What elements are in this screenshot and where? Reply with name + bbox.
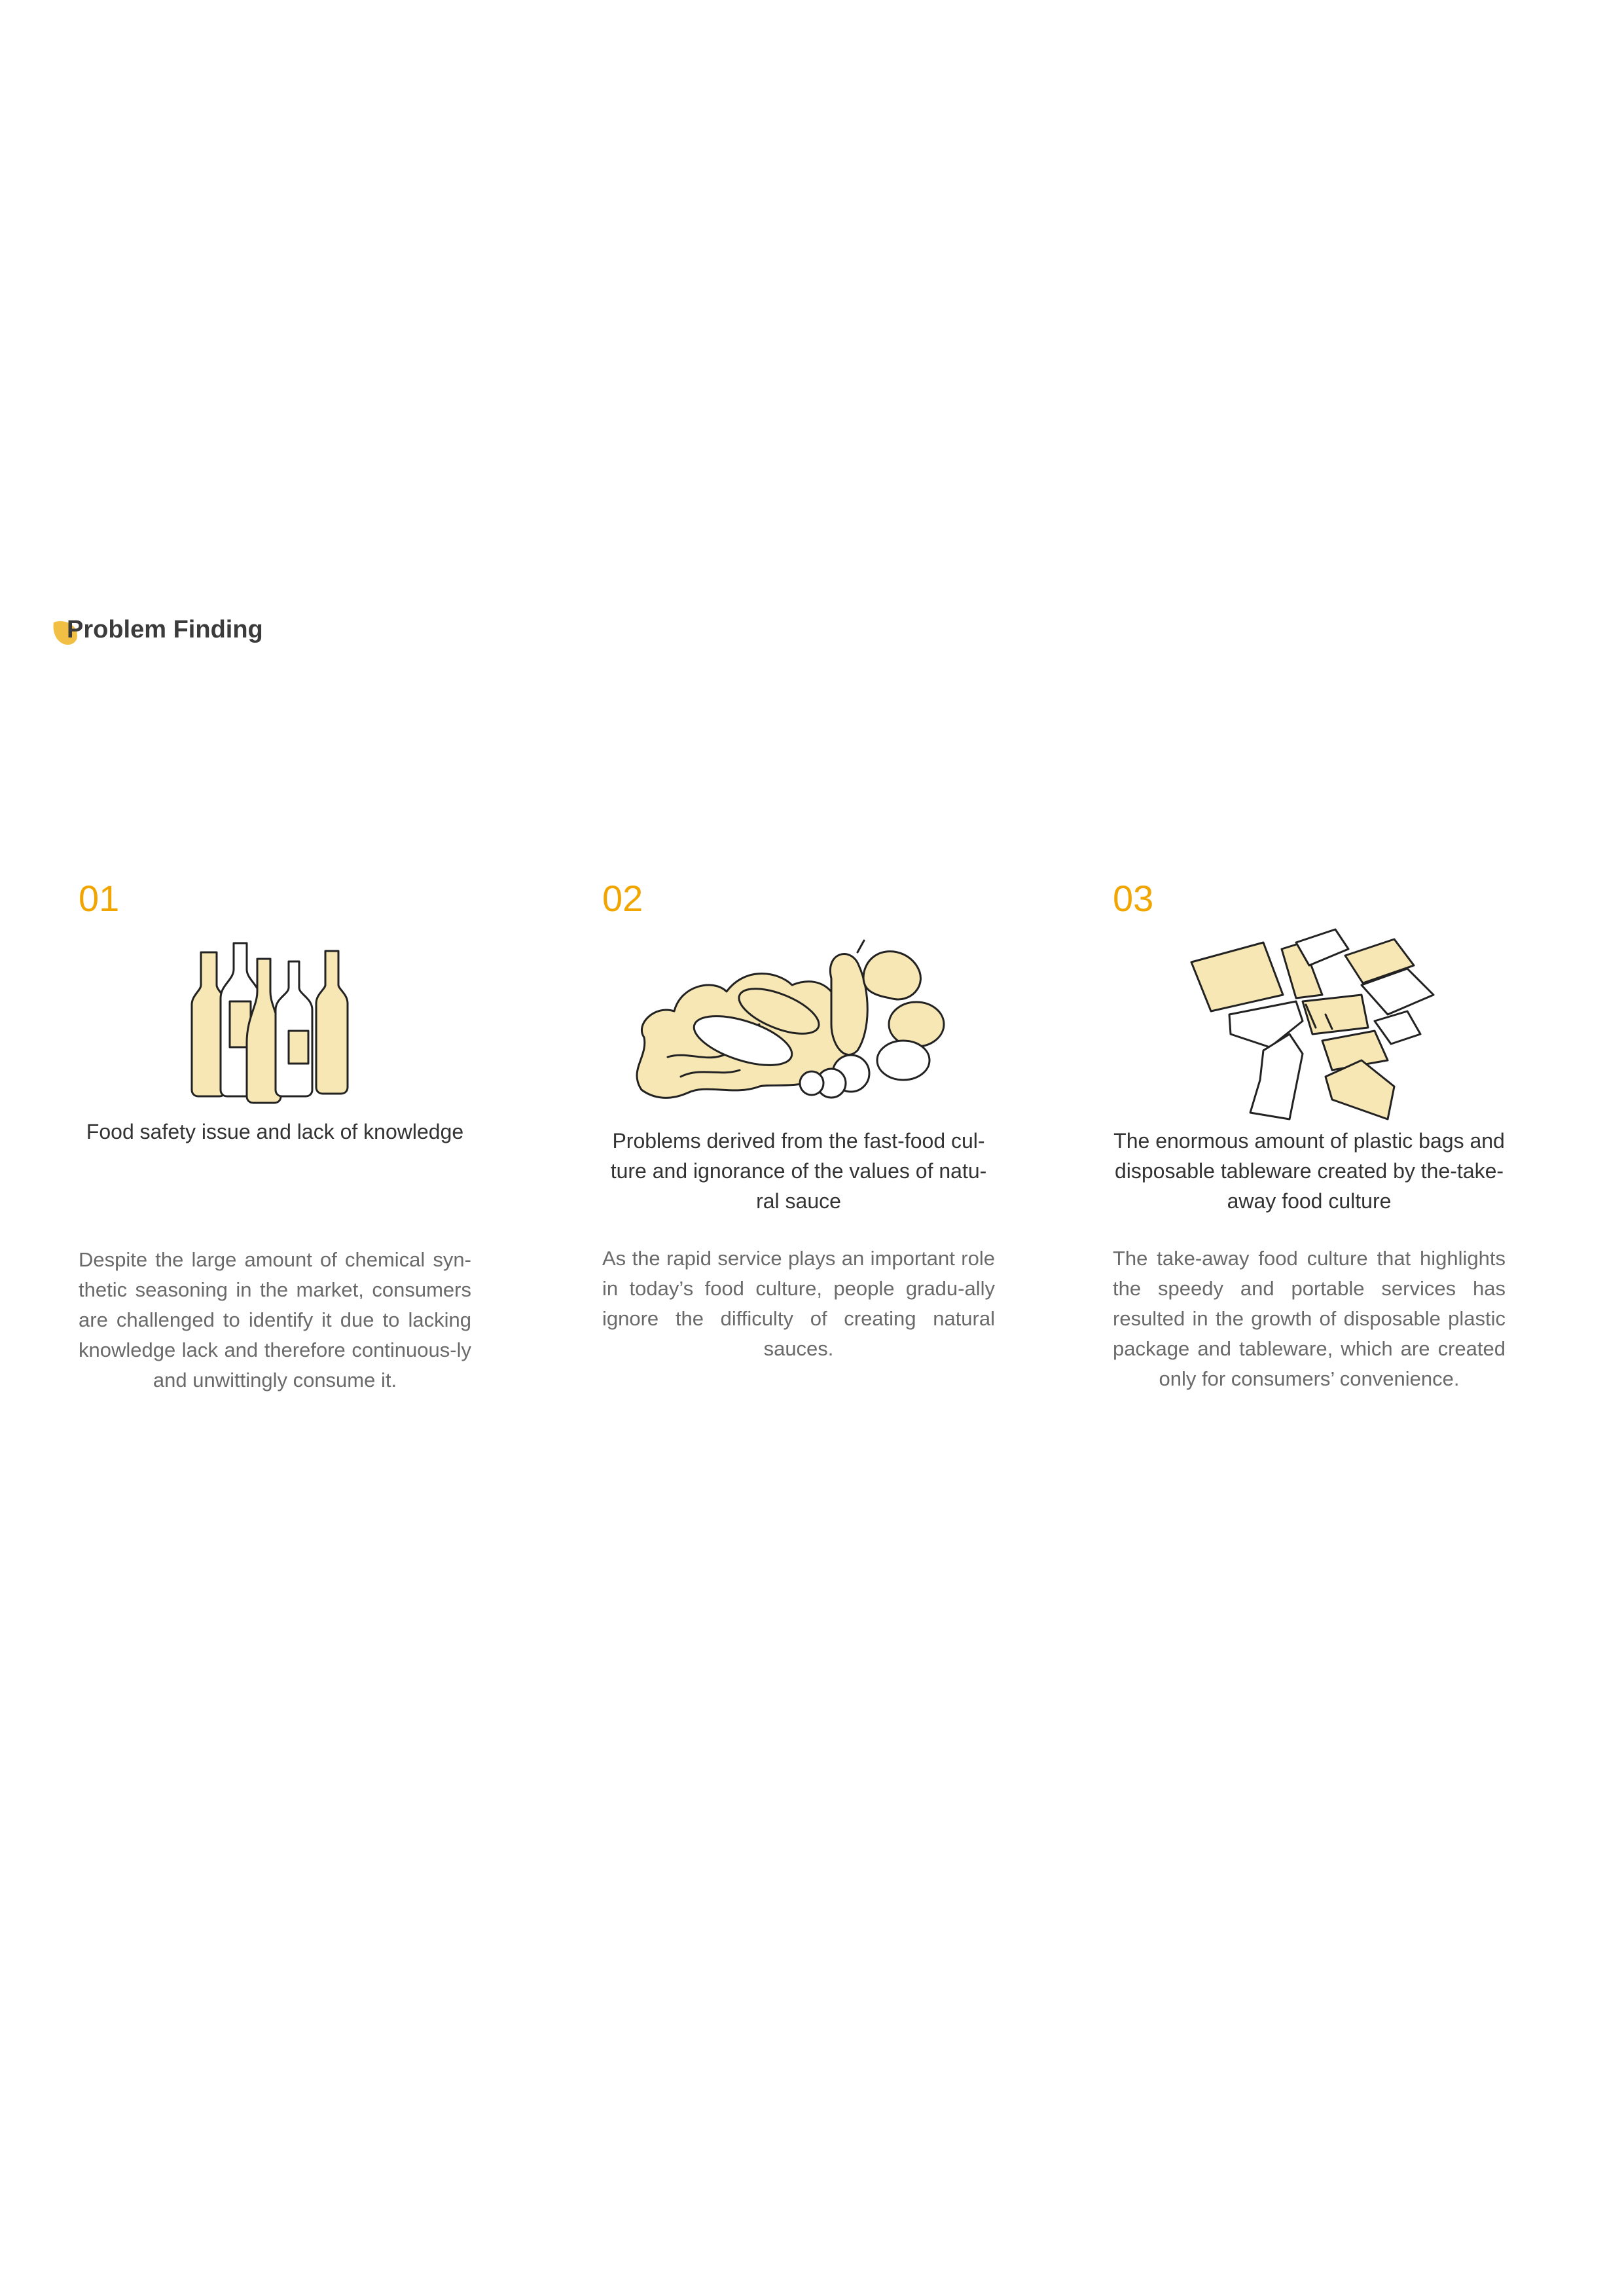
problem-heading: The enormous amount of plastic bags and disposable tableware created by the-take-away food culture: [1113, 1129, 1505, 1213]
plastic-bags-icon: [1191, 923, 1473, 1126]
section-title: Problem Finding: [67, 616, 263, 643]
problem-card-1: [79, 877, 511, 1414]
problem-number: 01: [79, 878, 120, 919]
problem-description: The take-away food culture that highlights the speedy and portable services has resulted in the growth of disposable plastic package and tableware, which are created only for consumers’ convenience.: [1113, 1247, 1506, 1390]
problem-description: Despite the large amount of chemical syn-thetic seasoning in the market, consumers are challenged to identify it due to lacking knowledge lack and therefore continuous-ly and unwittingly consume it.: [79, 1248, 471, 1391]
problem-heading: Problems derived from the fast-food cul-ture and ignorance of the values of natu-ral sauce: [610, 1129, 987, 1213]
problem-card-3: [1113, 877, 1545, 1414]
vegetables-icon: [628, 926, 969, 1103]
problem-number: 03: [1113, 878, 1154, 919]
seasoning-bottles-icon: [187, 939, 357, 1109]
problem-description: As the rapid service plays an important role in today’s food culture, people gradu-ally ignore the difficulty of creating natural sauces.: [602, 1247, 995, 1360]
problem-card-2: [602, 877, 1034, 1414]
problem-heading: Food safety issue and lack of knowledge: [86, 1120, 464, 1143]
problem-number: 02: [602, 878, 643, 919]
